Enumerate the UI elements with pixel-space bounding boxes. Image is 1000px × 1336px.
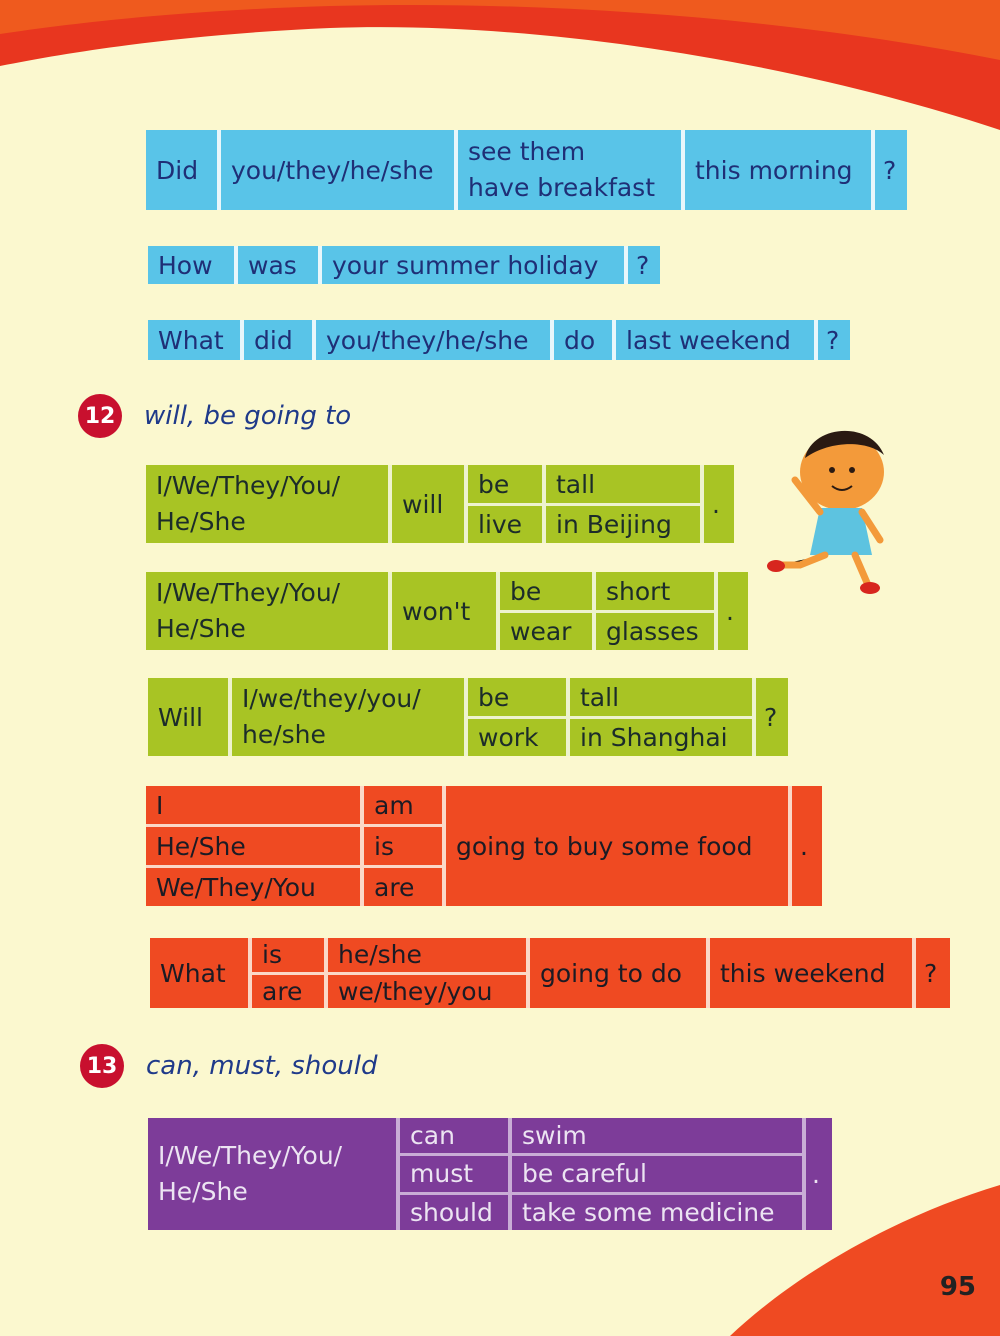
- table-cell: did: [244, 320, 316, 360]
- modal-verbs-table: [148, 1118, 832, 1230]
- auxiliary-cell: Will: [148, 678, 232, 756]
- phrase-cell: going to do: [530, 938, 710, 1008]
- verb-option: take some medicine: [512, 1192, 802, 1230]
- period: .: [704, 465, 734, 543]
- how-was-table: [148, 246, 660, 284]
- table-cell: last weekend: [616, 320, 818, 360]
- subject-option: we/they/you: [328, 972, 526, 1009]
- subject-option: We/They/You: [146, 865, 360, 906]
- subject-option: He/She: [146, 824, 360, 865]
- did-question-table: [146, 130, 907, 210]
- verb-column: [468, 465, 546, 543]
- subject-cell: [146, 465, 392, 543]
- question-mark: ?: [916, 938, 950, 1008]
- subject-cell: [146, 572, 392, 650]
- subject-line: He/She: [156, 507, 246, 536]
- verb-option: swim: [512, 1118, 802, 1153]
- wh-word-cell: What: [150, 938, 252, 1008]
- verb-column: [468, 678, 570, 756]
- be-option: am: [364, 786, 442, 824]
- subject-line: I/We/They/You/: [156, 471, 341, 500]
- section-12-heading: [78, 394, 351, 438]
- going-to-question-table: [150, 938, 950, 1008]
- subject-option: I: [146, 786, 360, 824]
- modal-option: must: [400, 1153, 508, 1191]
- be-option: is: [252, 938, 324, 972]
- table-cell: you/they/he/she: [316, 320, 554, 360]
- verb-option: see them: [468, 137, 586, 166]
- section-title: will, be going to: [144, 401, 352, 431]
- verb-option: wear: [500, 610, 592, 650]
- question-mark: ?: [628, 246, 660, 284]
- complement-column: [570, 678, 756, 756]
- be-column: [364, 786, 446, 906]
- period: .: [792, 786, 822, 906]
- table-cell: What: [148, 320, 244, 360]
- what-did-table: [148, 320, 850, 360]
- complement-column: [546, 465, 704, 543]
- section-number-badge: 12: [78, 394, 122, 438]
- table-cell: your summer holiday: [322, 246, 628, 284]
- table-cell: you/they/he/she: [221, 130, 458, 210]
- question-mark: ?: [756, 678, 788, 756]
- subject-cell: [148, 1118, 400, 1230]
- will-affirmative-table: [146, 465, 734, 543]
- subject-line: I/We/They/You/: [156, 578, 341, 607]
- will-question-table: [148, 678, 788, 756]
- verb-option: be: [468, 678, 566, 716]
- time-cell: this weekend: [710, 938, 916, 1008]
- complement-option: tall: [546, 465, 700, 503]
- subject-option: he/she: [328, 938, 526, 972]
- table-cell: do: [554, 320, 616, 360]
- question-mark: ?: [875, 130, 907, 210]
- modal-option: can: [400, 1118, 508, 1153]
- be-option: are: [364, 865, 442, 906]
- subject-column: [328, 938, 530, 1008]
- verb-option: work: [468, 716, 566, 756]
- subject-line: he/she: [242, 720, 326, 749]
- subject-line: I/We/They/You/: [158, 1141, 343, 1170]
- period: .: [718, 572, 748, 650]
- subject-line: I/we/they/you/: [242, 684, 421, 713]
- verb-option: be: [468, 465, 542, 503]
- complement-option: short: [596, 572, 714, 610]
- complement-column: [596, 572, 718, 650]
- verb-option: live: [468, 503, 542, 543]
- auxiliary-cell: will: [392, 465, 468, 543]
- modal-column: [400, 1118, 512, 1230]
- modal-option: should: [400, 1192, 508, 1230]
- period: .: [806, 1118, 832, 1230]
- verb-column: [512, 1118, 806, 1230]
- page-number: 95: [939, 1272, 976, 1302]
- section-13-heading: [80, 1044, 377, 1088]
- verb-option: be careful: [512, 1153, 802, 1191]
- be-column: [252, 938, 328, 1008]
- verb-option: have breakfast: [468, 173, 656, 202]
- table-cell-stack: [458, 130, 685, 210]
- question-mark: ?: [818, 320, 850, 360]
- complement-option: glasses: [596, 610, 714, 650]
- table-cell: How: [148, 246, 238, 284]
- phrase-cell: going to buy some food: [446, 786, 792, 906]
- be-option: is: [364, 824, 442, 865]
- table-cell: Did: [146, 130, 221, 210]
- verb-column: [500, 572, 596, 650]
- subject-line: He/She: [156, 614, 246, 643]
- table-cell: this morning: [685, 130, 875, 210]
- section-number-badge: 13: [80, 1044, 124, 1088]
- be-option: are: [252, 972, 324, 1009]
- complement-option: tall: [570, 678, 752, 716]
- going-to-affirmative-table: [146, 786, 822, 906]
- wont-negative-table: [146, 572, 748, 650]
- subject-line: He/She: [158, 1177, 248, 1206]
- complement-option: in Beijing: [546, 503, 700, 543]
- table-cell: was: [238, 246, 322, 284]
- complement-option: in Shanghai: [570, 716, 752, 756]
- subject-cell: [232, 678, 468, 756]
- child-illustration: [767, 431, 884, 594]
- subject-column: [146, 786, 364, 906]
- auxiliary-cell: won't: [392, 572, 500, 650]
- section-title: can, must, should: [146, 1051, 378, 1081]
- verb-option: be: [500, 572, 592, 610]
